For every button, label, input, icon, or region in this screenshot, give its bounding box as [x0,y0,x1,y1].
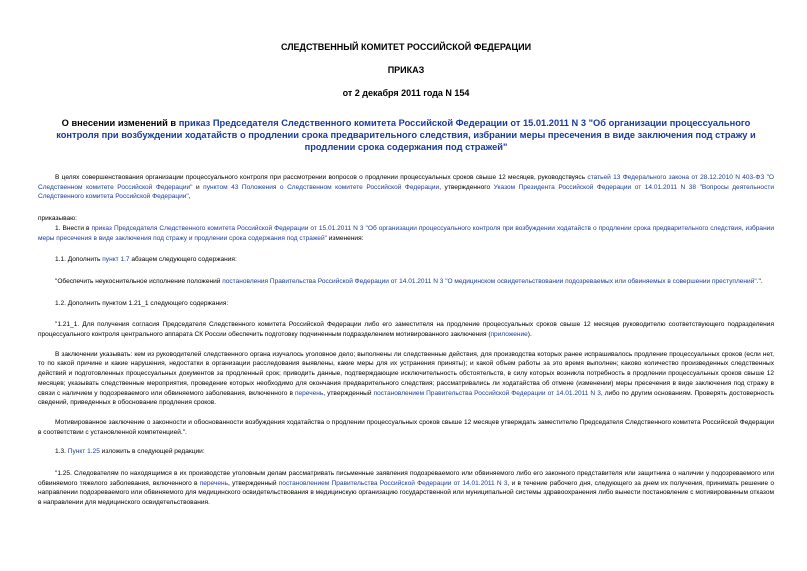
item-1-1-text-2: абзацем следующего содержания: [129,256,237,264]
conclusion-paragraph [38,350,774,408]
article-13-link[interactable]: статьей 13 Федерального закона от 28.12.2010 N 403-ФЗ "О Следственном комитете Российской Федерации" [38,174,775,191]
preamble-text-3: , утвержденного [439,183,494,191]
government-resolution-link-3[interactable]: постановлением Правительства Российской Федерации от 14.01.2011 N 3 [278,479,508,487]
item-1-3-paragraph [38,447,774,457]
document-date: от 2 декабря 2011 года N 154 [342,88,470,98]
preamble-paragraph [38,173,774,202]
quote-2-text-1: "1.21_1. Для получения согласия Председателя Следственного комитета Российской Федерации либо его заместителя на продление процессуальных сроков свыше 12 месяцев руководителю соответствующего подразделения процессуального контроля центрального аппарата СК России обеспечить подготовку подчиненным подразделением мотивированного заключения ( [38,321,774,339]
organization-name: СЛЕДСТВЕННЫЙ КОМИТЕТ РОССИЙСКОЙ ФЕДЕРАЦИИ [280,42,532,52]
title-order-link[interactable]: приказ Председателя Следственного комитета Российской Федерации от 15.01.2011 N 3 "Об организации процессуального контроля при возбуждении ходатайств о продлении срока предварительного следствия, избрании меры пресечения в виде заключения под стражу и продлении срока содержания под стражей" [56,118,756,152]
point-1-7-link[interactable]: пункт 1.7 [102,256,130,264]
item-1-paragraph [38,224,774,243]
conclusion-text-1: В заключении указывать: кем из руководителей следственного органа изучалось уголовное дело; выполнены ли следственные действия, для производства которых ранее испрашивалось продление процессуальных сроков (если нет, то по какой причине и какие нарушения, недостатки в организации расследования выявлены, какие меры для их устранения приняты); и какой объем работы за это время выполнен; каково количество произведенных следственных действий и подготовленных процессуальных документов за продленный срок; приводить данные, подтверждающие исключительность обстоятельств, в силу которых возникла потребность в продлении процессуальных сроков свыше 12 месяцев; указывать следственные мероприятия, проведение которых необходимо для окончания предварительного следствия; рассматривались ли ходатайства об отмене (изменении) меры пресечения в виде заключения под стражу в связи с наличием у подозреваемого или обвиняемого заболевания, включенного в [38,350,774,397]
conclusion-text-3: , либо по другим основаниям. Проверять достоверность сведений, приведенных в обоснование продления сроков. [38,389,774,407]
item-1-3-text-2: изложить в следующей редакции: [99,448,205,456]
quote-1-paragraph [38,277,774,287]
order-link[interactable]: приказ Председателя Следственного комитета Российской Федерации от 15.01.2011 N 3 "Об организации процессуального контроля при возбуждении ходатайств о продлении срока предварительного следствия, избрании меры пресечения в виде заключения под стражу и продлении срока содержания под стражей" [38,224,775,242]
preamble-text-2: и [192,183,204,191]
item-1-2-paragraph: 1.2. Дополнить пунктом 1.21_1 следующего содержания: [55,299,229,307]
item-1-text-2: изменения: [326,234,364,242]
order-word: приказываю: [38,215,77,223]
item-1-text-1: 1. Внести в [55,224,92,232]
quote-1-text-2: .". [756,277,763,285]
document-title [42,117,770,153]
quote-2-paragraph [38,320,774,339]
conclusion-text-2: , утвержденный [323,389,374,397]
quote-3-text-3: , и в течение рабочего дня, следующего за днем их получения, принимать решение о направлении подозреваемого или обвиняемого для медицинского освидетельствования в медицинскую организацию государственной или муниципальной системы здравоохранения либо вынести постановление с мотивированным отказом в направлении для медицинского освидетельствования. [38,479,774,507]
quote-2-text-2: ). [527,331,532,339]
item-1-3-text-1: 1.3. [55,448,68,456]
point-1-25-link[interactable]: Пункт 1.25 [67,448,100,456]
preamble-text-4: , [188,193,191,201]
item-1-1-text-1: 1.1. Дополнить [55,256,103,264]
list-link[interactable]: перечень [294,389,324,397]
title-prefix: О внесении изменений в [61,118,179,128]
item-1-1-paragraph [38,255,774,265]
government-resolution-link[interactable]: постановления Правительства Российской Федерации от 14.01.2011 N 3 "О медицинском освидетельствовании подозреваемых или обвиняемых в совершении преступлений" [222,277,757,285]
government-resolution-link-2[interactable]: постановлением Правительства Российской Федерации от 14.01.2011 N 3 [373,389,601,397]
preamble-text-1: В целях совершенствования организации процессуального контроля при рассмотрении вопросов о продлении процессуальных сроков свыше 12 месяцев, руководствуясь [55,174,588,181]
quote-3-text-2: , утвержденный [228,479,279,487]
motivated-conclusion-paragraph: Мотивированное заключение о законности и обоснованности возбуждения ходатайства о продлении процессуальных сроков свыше 12 месяцев утверждать заместителю Председателя Следственного комитета Российской Федерации в соответствии с установленной компетенцией.". [38,418,774,436]
appendix-link[interactable]: приложение [490,331,528,339]
quote-3-paragraph [38,469,774,508]
quote-3-text-1: "1.25. Следователям по находящимся в их производстве уголовным делам рассматривать письменные заявления подозреваемого или обвиняемого либо его законного представителя или защитника о наличии у подозреваемого или обвиняемого тяжелого заболевания, включенного в [38,470,774,487]
quote-1-text-1: "Обеспечить неукоснительное исполнение положений [55,277,223,285]
president-decree-link[interactable]: Указом Президента Российской Федерации от 14.01.2011 N 38 "Вопросы деятельности Следственного комитета Российской Федерации" [38,183,775,201]
list-link-2[interactable]: перечень [199,479,229,487]
document-type: ПРИКАЗ [387,65,425,75]
point-43-link[interactable]: пунктом 43 Положения о Следственном комитете Российской Федерации [203,183,440,191]
